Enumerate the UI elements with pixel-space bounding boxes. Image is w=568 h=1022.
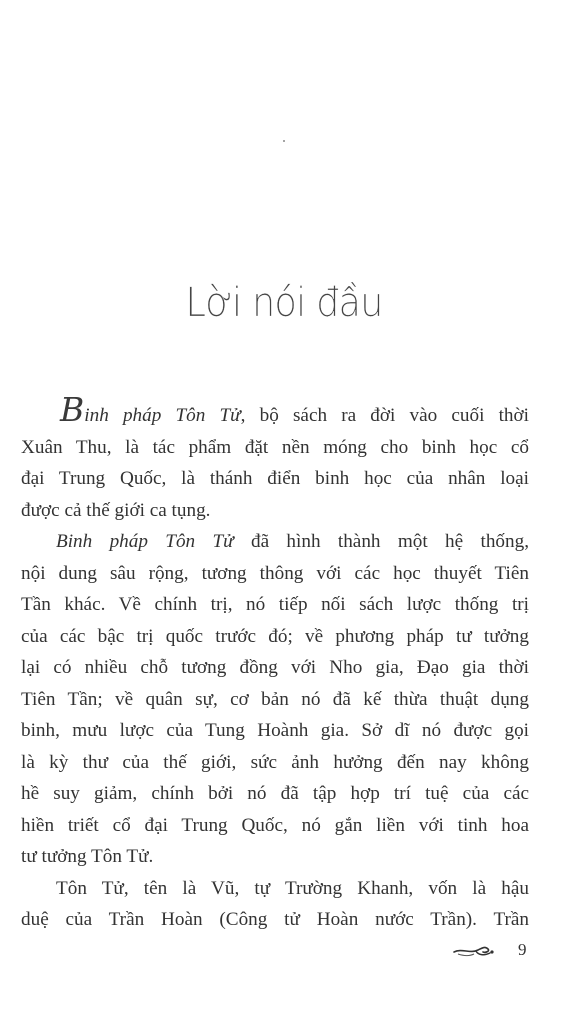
text-line: hiền triết cổ đại Trung Quốc, nó gắn liền với tinh hoa xyxy=(21,814,529,836)
text-line: lại có nhiều chỗ tương đồng với Nho gia, Đạo gia thời xyxy=(21,657,529,678)
decorative-dot xyxy=(283,140,285,142)
paragraph-2 xyxy=(21,526,529,873)
drop-cap: B xyxy=(60,390,85,429)
book-title-italic: Binh pháp Tôn Tử xyxy=(56,531,234,552)
chapter-title: Lời nói đầu xyxy=(185,280,383,326)
text-line: tư tưởng Tôn Tử. xyxy=(21,846,154,867)
page-number: 9 xyxy=(518,940,527,959)
text-line: hề suy giảm, chính bởi nó đã tập hợp trí tuệ của các xyxy=(21,783,529,804)
text-line xyxy=(21,526,529,558)
text-line: binh, mưu lược của Tung Hoành gia. Sở dĩ nó được gọi xyxy=(21,720,529,741)
text-line: nội dung sâu rộng, tương thông với các học thuyết Tiên xyxy=(21,562,529,584)
text-line: của các bậc trị quốc trước đó; về phương pháp tư tưởng xyxy=(21,625,529,647)
paragraph-3 xyxy=(21,873,529,936)
text-span: , bộ sách ra đời vào cuối thời xyxy=(240,405,530,426)
book-title-italic: inh pháp Tôn Tử xyxy=(84,405,241,426)
text-line: là kỳ thư của thế giới, sức ảnh hưởng đến nay không xyxy=(21,751,529,773)
text-line: Tần khác. Về chính trị, nó tiếp nối sách lược thống trị xyxy=(21,594,529,615)
text-line: Tôn Tử, tên là Vũ, tự Trường Khanh, vốn là hậu xyxy=(56,877,529,899)
text-line: duệ của Trần Hoàn (Công tử Hoàn nước Trần). Trần xyxy=(21,909,529,930)
text-line xyxy=(60,390,530,432)
ornament-icon xyxy=(452,940,502,960)
text-line: Tiên Tần; về quân sự, cơ bản nó đã kế thừa thuật dụng xyxy=(21,688,529,710)
text-span: đã hình thành một hệ thống, xyxy=(233,531,529,552)
body-text xyxy=(21,390,530,936)
paragraph-1 xyxy=(21,390,530,526)
text-line: được cả thế giới ca tụng. xyxy=(21,499,211,521)
text-line: đại Trung Quốc, là thánh điển binh học của nhân loại xyxy=(21,468,529,489)
text-line: Xuân Thu, là tác phẩm đặt nền móng cho binh học cổ xyxy=(21,436,529,458)
